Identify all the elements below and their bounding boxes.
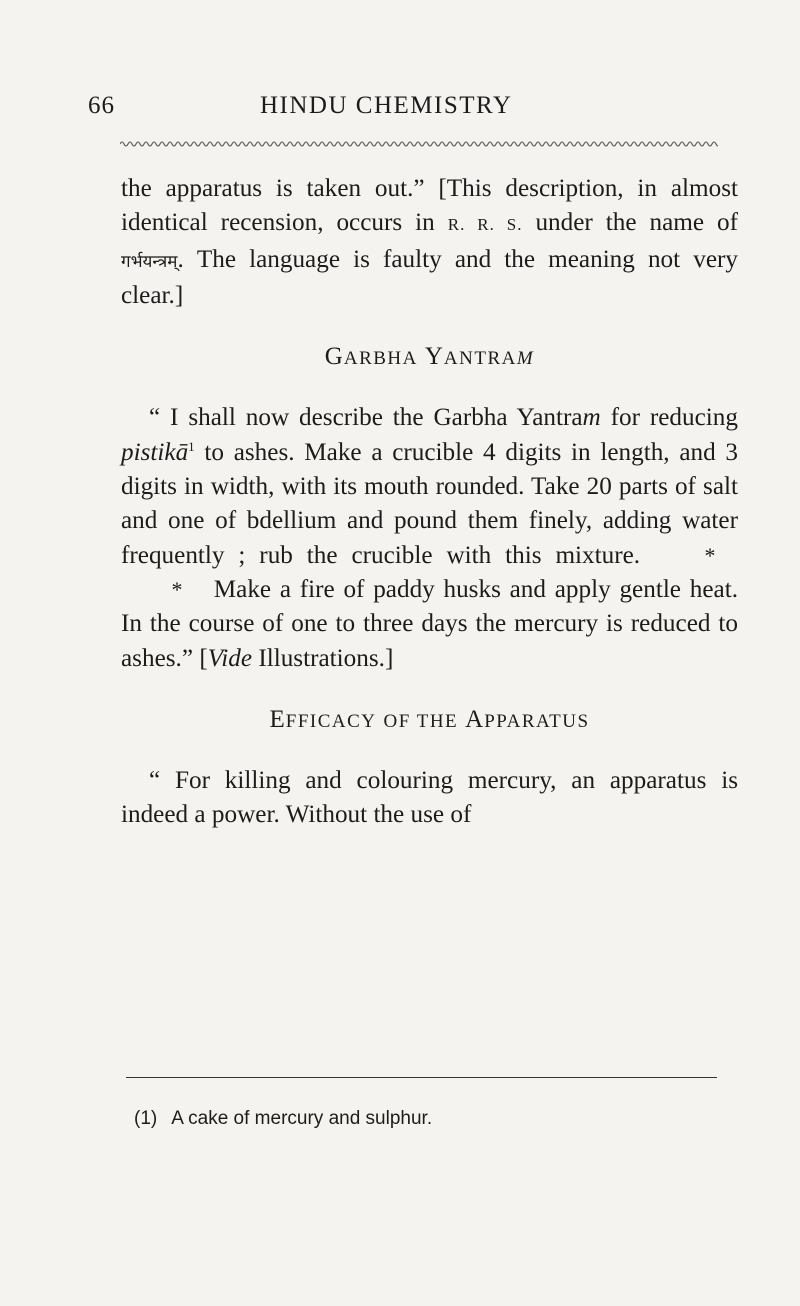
section-heading-efficacy: EFFICACY OF THE APPARATUS <box>269 705 590 733</box>
running-title: HINDU CHEMISTRY <box>260 92 513 119</box>
footnote-reference: 1 <box>188 438 195 454</box>
main-text <box>121 172 738 833</box>
footnote-mark: (1) <box>134 1108 158 1129</box>
abbreviation: R. R. S. <box>447 215 523 235</box>
devanagari-term: गर्भयन्त्रम् <box>121 251 178 272</box>
wavy-divider <box>120 138 718 150</box>
footnote-text: A cake of mercury and sulphur. <box>171 1108 433 1129</box>
ellipsis-star: * <box>704 542 716 568</box>
paragraph-garbha-yantram: “ I shall now describe the Garbha Yantram for reducing pistikā$^1$ to ashes. Make a crucible 4 digits in length, and 3 digits in width, with its mouth rounded. Take 20 parts of salt and one of bdellium and pound them finely, adding water frequently ; rub the crucible with this mixture. ** Make a fire of paddy husks and apply gentle heat. In the course of one to three days the mercury is reduced to ashes.” [Vide Illustrations.] <box>121 404 738 672</box>
footnote <box>134 1108 432 1130</box>
section-heading-garbha-yantram: GARBHA YANTRAM <box>324 343 535 371</box>
paragraph-efficacy: “ For killing and colouring mercury, an apparatus is indeed a power. Without the use of <box>121 767 738 829</box>
italic-term: pistikā <box>121 438 189 466</box>
paragraph-continuation: the apparatus is taken out.” [This description, in almost identical recension, occurs in R. R. S. under the name of गर्भयन्त्रम्. The language is faulty and the meaning not very clear.] <box>121 175 738 309</box>
page-number: 66 <box>88 92 115 119</box>
footnote-rule <box>126 1077 717 1078</box>
ellipsis-star: * <box>171 576 183 602</box>
